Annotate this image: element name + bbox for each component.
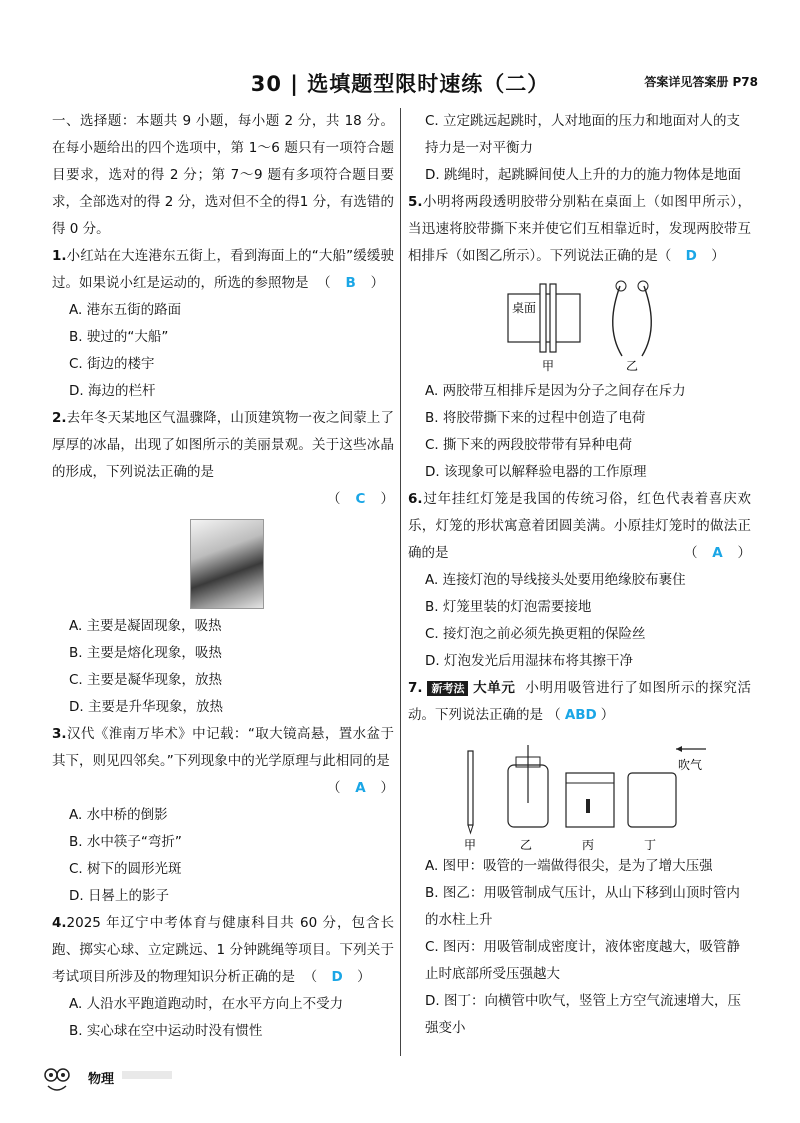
hydrometer-straw: [586, 799, 590, 813]
hand-right: [638, 281, 648, 291]
tape-right-repel: [642, 286, 651, 356]
question-4: 4.2025 年辽宁中考体育与健康科目共 60 分，包含长跑、掷实心球、立定跳远、1 分钟跳绳等项目。下列关于考试项目所涉及的物理知识分析正确的是 （ D ） A. 人沿水平跑道跑动时，在水平方向上不受力 B. 实心球在空中运动时没有惯性: [52, 910, 394, 1045]
option: D. 主要是升华现象，放热: [69, 699, 223, 715]
answer-letter: B: [345, 275, 356, 291]
option: B. 实心球在空中运动时没有惯性: [69, 1023, 263, 1039]
right-column: [408, 108, 751, 1042]
option: C. 树下的圆形光斑: [69, 861, 182, 877]
column-divider: [400, 108, 401, 1056]
option: A. 人沿水平跑道跑动时，在水平方向上不受力: [69, 996, 344, 1012]
answer-letter: A: [712, 545, 723, 561]
cup: [628, 773, 676, 827]
figure-label-jia: 甲: [542, 359, 555, 373]
answer-letter: D: [331, 969, 343, 985]
option: C. 立定跳远起跳时，人对地面的压力和地面对人的支持力是一对平衡力: [425, 113, 741, 156]
figure-label-jia: 甲: [464, 838, 477, 852]
question-stem: 汉代《淮南万毕术》中记载：“取大镜高悬，置水盆于其下，则见四邻矣。”下列现象中的光学原理与此相同的是: [52, 726, 394, 769]
option: A. 水中桥的倒影: [69, 807, 168, 823]
question-stem: 小明将两段透明胶带分别粘在桌面上（如图甲所示），当迅速将胶带撕下来并使它们互相靠近时，发现两胶带互相排斥（如图乙所示）。下列说法正确的是: [408, 194, 751, 264]
answer-reference: 答案详见答案册 P78: [644, 75, 758, 89]
left-column: [52, 108, 394, 1045]
question-6: 6.过年挂红灯笼是我国的传统习俗，红色代表着喜庆欢乐，灯笼的形状寓意着团圆美满。小原挂灯笼时的做法正确的是 （ A ） A. 连接灯泡的导线接头处要用绝缘胶布裹住 B. 灯笼里装的灯泡需要接地 C. 接灯泡之前必须先换更粗的保险丝 D. 灯泡发光后用湿抹布将其擦干净: [408, 486, 751, 675]
answer-letter: C: [355, 491, 366, 507]
question-stem: 小红站在大连港东五街上，看到海面上的“大船”缓缓驶过。如果说小红是运动的，所选的参照物是: [52, 248, 394, 291]
question-number: 5.: [408, 194, 423, 210]
hand-left: [616, 281, 626, 291]
blow-arrow-head: [676, 746, 682, 752]
question-stem: 2025 年辽宁中考体育与健康科目共 60 分，包含长跑、掷实心球、立定跳远、1 分钟跳绳等项目。下列关于考试项目所涉及的物理知识分析正确的是: [52, 915, 394, 985]
option: D. 海边的栏杆: [69, 383, 156, 399]
tape-diagram: [408, 278, 751, 374]
question-5: 5.小明将两段透明胶带分别粘在桌面上（如图甲所示），当迅速将胶带撕下来并使它们互相靠近时，发现两胶带互相排斥（如图乙所示）。下列说法正确的是（ D ） 桌面 甲 乙 A. 两胶带互相排斥是因为分子之间存在斥力 B. 将胶带撕下来的过程中创造了电荷 C. 撕下来的两段胶带带有异种电荷 D. 该现象可以解释验电器的工作原理: [408, 189, 751, 486]
option: D. 该现象可以解释验电器的工作原理: [425, 464, 647, 480]
option: A. 连接灯泡的导线接头处要用绝缘胶布裹住: [425, 572, 686, 588]
option: C. 街边的楼宇: [69, 356, 155, 372]
tape-strip: [540, 284, 546, 352]
answer-letter: ABD: [564, 707, 597, 723]
new-method-tag: 新考法: [427, 681, 468, 696]
option: B. 主要是熔化现象，吸热: [69, 645, 222, 661]
unit-tag: 大单元: [472, 680, 516, 696]
option: A. 图甲：吸管的一端做得很尖，是为了增大压强: [425, 858, 713, 874]
tape-figure: [408, 278, 751, 374]
straw-figure: [408, 743, 751, 853]
option: B. 水中筷子“弯折”: [69, 834, 182, 850]
blow-label: 吹气: [678, 758, 703, 772]
answer-letter: A: [355, 780, 366, 796]
section-instructions: 一、选择题：本题共 9 小题，每小题 2 分，共 18 分。在每小题给出的四个选项中，第 1～6 题只有一项符合题目要求，选对的得 2 分；第 7～9 题有多项符合题目要求，全部选对的得 2 分，选对但不全的得1 分，有选错的得 0 分。: [52, 113, 394, 237]
figure-label-ding: 丁: [644, 838, 657, 852]
option: A. 两胶带互相排斥是因为分子之间存在斥力: [425, 383, 686, 399]
straw-pointed: [468, 751, 473, 825]
figure-label-yi: 乙: [626, 359, 639, 373]
option: D. 日晷上的影子: [69, 888, 169, 904]
option: C. 主要是凝华现象，放热: [69, 672, 223, 688]
question-3: 3.汉代《淮南万毕术》中记载：“取大镜高悬，置水盆于其下，则见四邻矣。”下列现象中的光学原理与此相同的是 （ A ） A. 水中桥的倒影 B. 水中筷子“弯折” C. 树下的圆形光斑 D. 日晷上的影子: [52, 721, 394, 910]
option: D. 图丁：向横管中吹气，竖管上方空气流速增大，压强变小: [425, 993, 741, 1036]
ice-crystal-photo: [190, 519, 264, 609]
figure-label-bing: 丙: [582, 838, 595, 852]
tape-strip: [550, 284, 556, 352]
question-number: 3.: [52, 726, 67, 742]
straw-diagram: [408, 743, 751, 853]
option: A. 港东五街的路面: [69, 302, 182, 318]
question-2: 2.去年冬天某地区气温骤降，山顶建筑物一夜之间蒙上了厚厚的冰晶，出现了如图所示的美丽景观。关于这些冰晶的形成，下列说法正确的是 （ C ） A. 主要是凝固现象，吸热 B. 主要是熔化现象，吸热 C. 主要是凝华现象，放热 D. 主要是升华现象，放热: [52, 405, 394, 721]
desk-label: 桌面: [512, 301, 537, 315]
answer-letter: D: [685, 248, 697, 264]
option: B. 灯笼里装的灯泡需要接地: [425, 599, 592, 615]
option: D. 跳绳时，起跳瞬间使人上升的力的施力物体是地面: [425, 167, 741, 183]
option: C. 图丙：用吸管制成密度计，液体密度越大，吸管静止时底部所受压强越大: [425, 939, 741, 982]
question-number: 7.: [408, 680, 423, 696]
question-number: 2.: [52, 410, 67, 426]
question-number: 6.: [408, 491, 423, 507]
question-number: 4.: [52, 915, 67, 931]
subject-label: 物理: [88, 1072, 115, 1087]
mascot-icon: [42, 1066, 72, 1094]
straw-tip: [468, 825, 473, 833]
question-stem: 过年挂红灯笼是我国的传统习俗，红色代表着喜庆欢乐，灯笼的形状寓意着团圆美满。小原挂灯笼时的做法正确的是: [408, 491, 751, 561]
question-stem: 小明用吸管进行了如图所示的探究活动。下列说法正确的是: [408, 680, 752, 723]
option: D. 灯泡发光后用湿抹布将其擦干净: [425, 653, 633, 669]
option: B. 图乙：用吸管制成气压计，从山下移到山顶时管内的水柱上升: [425, 885, 740, 928]
option: A. 主要是凝固现象，吸热: [69, 618, 222, 634]
question-number: 1.: [52, 248, 67, 264]
question-stem: 去年冬天某地区气温骤降，山顶建筑物一夜之间蒙上了厚厚的冰晶，出现了如图所示的美丽景观。关于这些冰晶的形成，下列说法正确的是: [52, 410, 394, 480]
figure-label-yi: 乙: [520, 838, 533, 852]
option: B. 将胶带撕下来的过程中创造了电荷: [425, 410, 646, 426]
page-title: 30 | 选填题型限时速练（二）: [250, 72, 550, 96]
question-1: 1.小红站在大连港东五街上，看到海面上的“大船”缓缓驶过。如果说小红是运动的，所选的参照物是 （ B ） A. 港东五街的路面 B. 驶过的“大船” C. 街边的楼宇 D. 海边的栏杆: [52, 243, 394, 405]
question-7: 7. 新考法 大单元 小明用吸管进行了如图所示的探究活动。下列说法正确的是 （ ABD ） 甲 乙 丙 丁 吹气 A. 图甲：吸管的一端做得很尖，是为了增大压强 B. 图乙：用吸管制成气压计，从山下移到山顶时管内的水柱上升 C. 图丙：用吸管制成密度计，液体密度越大，吸管静止时底部所受压强越大 D. 图丁：向横管中吹气，竖管上方空气流速增大，压强变小: [408, 675, 751, 1042]
tape-left-repel: [613, 286, 622, 356]
option: C. 撕下来的两段胶带带有异种电荷: [425, 437, 633, 453]
option: B. 驶过的“大船”: [69, 329, 169, 345]
option: C. 接灯泡之前必须先换更粗的保险丝: [425, 626, 646, 642]
footer-decoration: [122, 1071, 172, 1079]
